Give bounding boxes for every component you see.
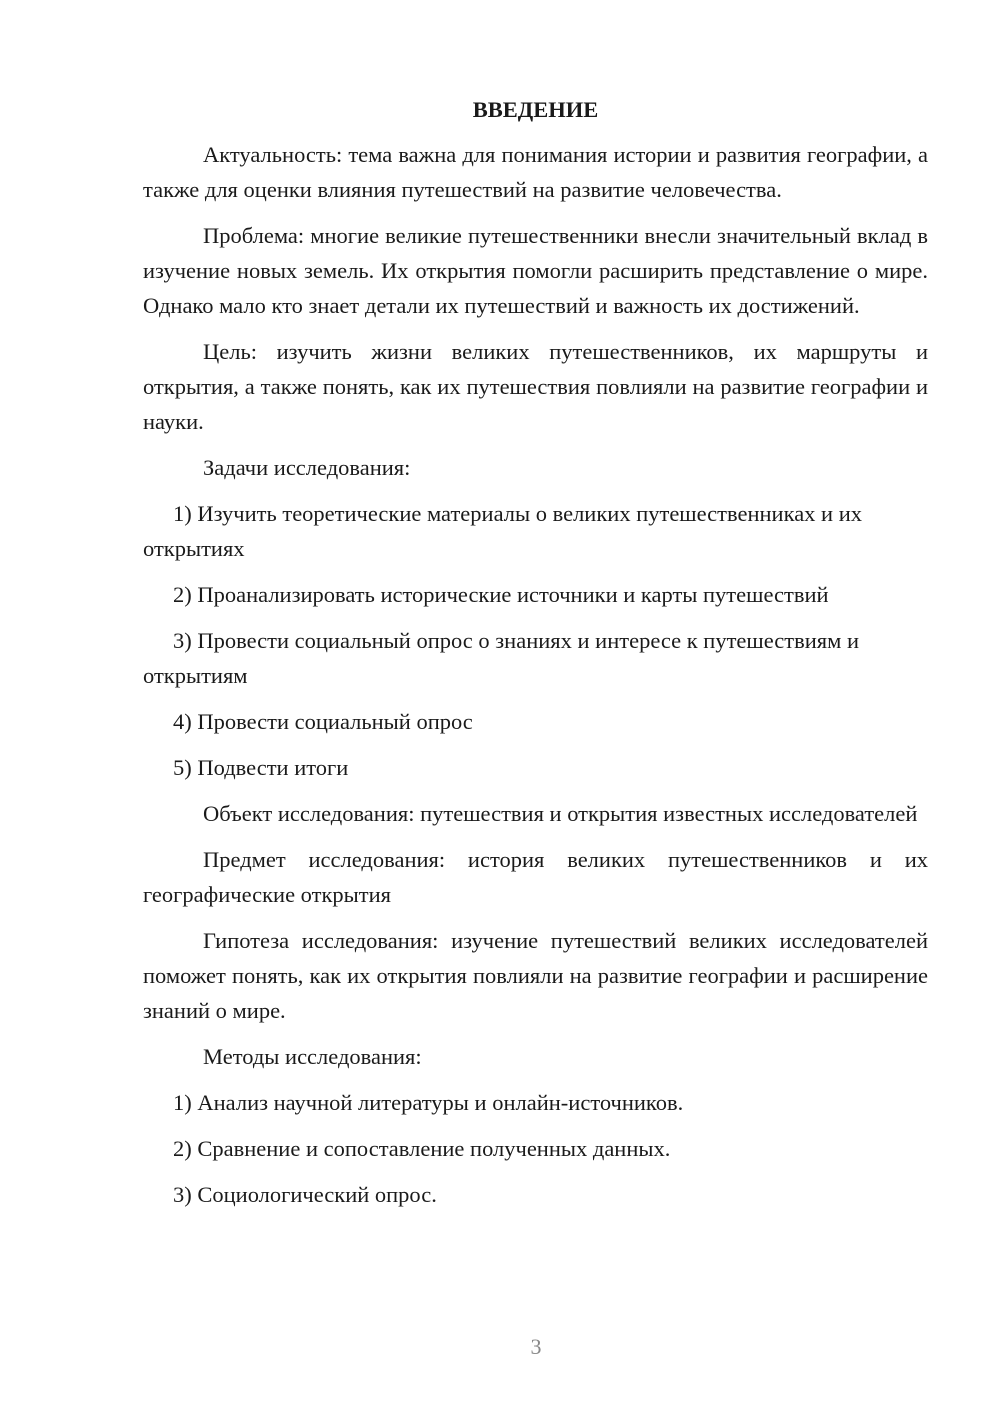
relevance-paragraph: Актуальность: тема важна для понимания истории и развития географии, а также для оценки влияния путешествий на развитие человечества. bbox=[143, 142, 928, 202]
task-item-4: 4) Провести социальный опрос bbox=[173, 709, 473, 734]
tasks-heading: Задачи исследования: bbox=[203, 455, 411, 480]
method-item-1: 1) Анализ научной литературы и онлайн-источников. bbox=[173, 1090, 684, 1115]
method-item-2: 2) Сравнение и сопоставление полученных данных. bbox=[173, 1136, 671, 1161]
subject-paragraph: Предмет исследования: история великих путешественников и их географические открытия bbox=[143, 847, 928, 907]
goal-paragraph: Цель: изучить жизни великих путешественников, их маршруты и открытия, а также понять, как их путешествия повлияли на развитие географии и науки. bbox=[143, 339, 928, 434]
hypothesis-paragraph: Гипотеза исследования: изучение путешествий великих исследователей поможет понять, как их открытия повлияли на развитие географии и расширение знаний о мире. bbox=[143, 928, 928, 1023]
page-number: 3 bbox=[530, 1334, 542, 1359]
task-item-2: 2) Проанализировать исторические источники и карты путешествий bbox=[173, 582, 829, 607]
document-body bbox=[143, 92, 928, 1223]
task-item-3: 3) Провести социальный опрос о знаниях и интересе к путешествиям и открытиям bbox=[143, 628, 860, 688]
problem-paragraph: Проблема: многие великие путешественники внесли значительный вклад в изучение новых земель. Их открытия помогли расширить представление о мире. Однако мало кто знает детали их путешествий и важность их достижений. bbox=[143, 223, 928, 318]
section-title: ВВЕДЕНИЕ bbox=[472, 97, 599, 122]
method-item-3: 3) Социологический опрос. bbox=[173, 1182, 437, 1207]
object-paragraph: Объект исследования: путешествия и открытия известных исследователей bbox=[203, 801, 918, 826]
task-item-1: 1) Изучить теоретические материалы о великих путешественниках и их открытиях bbox=[143, 501, 863, 561]
task-item-5: 5) Подвести итоги bbox=[173, 755, 349, 780]
methods-heading: Методы исследования: bbox=[203, 1044, 422, 1069]
